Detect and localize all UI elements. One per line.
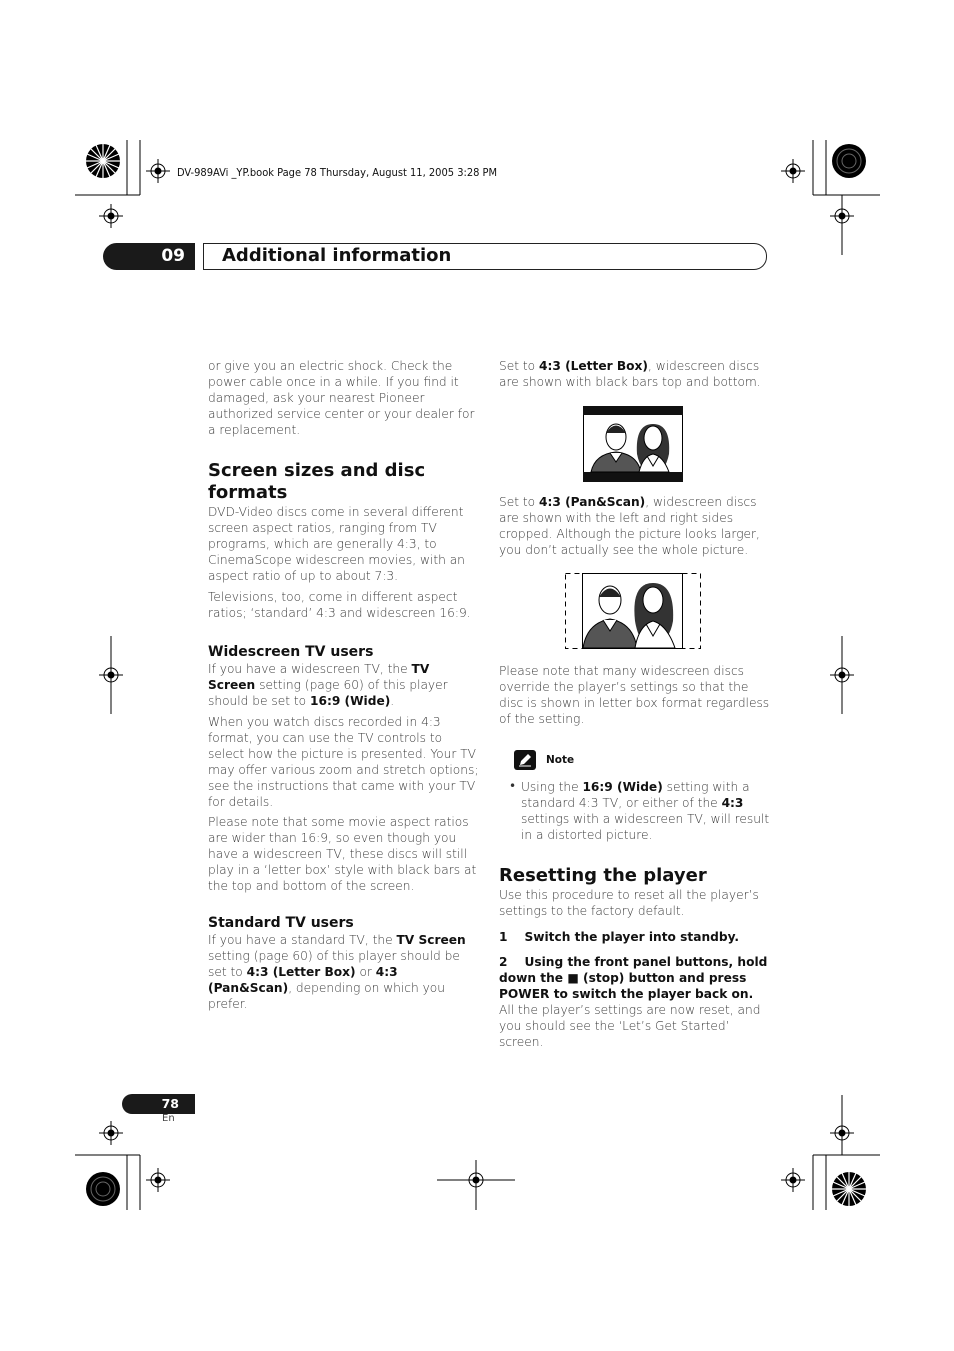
registration-target-icon [830,663,854,687]
reset-step-2: 2 Using the front panel buttons, hold down the ■ (stop) button and press POWER to switch the player back on. [499,955,768,1001]
section-heading-screen-sizes: Screen sizes and disc formats [208,460,426,503]
registration-target-icon [464,1168,488,1192]
panscan-tv-illustration [565,573,701,649]
note-bullet: • [509,779,517,793]
right-column-lower [499,663,771,727]
widescreen-paragraph: When you watch discs recorded in 4:3 format, you can use the TV controls to select how the picture is presented. Your TV may offer various zoom and stretch options; see the instructions that came with your TV for details. [208,715,479,809]
book-slug-line: DV-989AVi _YP.book Page 78 Thursday, August 11, 2005 3:28 PM [177,166,498,179]
screen-sizes-paragraph: Televisions, too, come in different aspect ratios; ‘standard’ 4:3 and widescreen 16:9. [208,590,471,620]
panscan-paragraph: Set to 4:3 (Pan&Scan), widescreen discs are shown with the left and right sides cropped. Although the picture looks larger, you don’t actually see the whole picture. [499,495,760,557]
registration-target-icon [781,1168,805,1192]
page-language: En [162,1113,175,1124]
subheading-widescreen-tv-users: Widescreen TV users [208,644,374,660]
starburst-mark-icon [85,143,121,179]
registration-target-icon [146,159,170,183]
starburst-mark-icon [831,143,867,179]
reset-intro: Use this procedure to reset all the player’s settings to the factory default. [499,888,759,918]
right-column-panscan [499,494,771,558]
section-heading-resetting: Resetting the player [499,865,707,886]
registration-target-icon [830,204,854,228]
starburst-mark-icon [85,1171,121,1207]
registration-target-icon [99,204,123,228]
right-column [499,358,771,390]
widescreen-paragraph: If you have a widescreen TV, the TV Screen setting (page 60) of this player should be set to 16:9 (Wide). [208,662,448,708]
chapter-number-tab [103,243,195,270]
registration-target-icon [830,1121,854,1145]
note-text: Using the 16:9 (Wide) setting with a standard 4:3 TV, or either of the 4:3 settings with a widescreen TV, will result in a distorted picture. [521,780,770,842]
registration-target-icon [99,663,123,687]
left-column [208,358,480,1012]
override-paragraph: Please note that many widescreen discs override the player’s settings so that the disc is shown in letter box format regardless of the setting. [499,664,770,726]
note-label: Note [546,754,575,766]
stop-icon: ■ [567,971,579,985]
reset-section [499,865,771,1050]
page-number-tab [122,1094,195,1114]
letterbox-paragraph: Set to 4:3 (Letter Box), widescreen discs are shown with black bars top and bottom. [499,359,761,389]
intro-paragraph: or give you an electric shock. Check the power cable once in a while. If you find it damaged, ask your nearest Pioneer authorized service center or your dealer for a replacement. [208,359,475,437]
standard-paragraph: If you have a standard TV, the TV Screen setting (page 60) of this player should be set to 4:3 (Letter Box) or 4:3 (Pan&Scan), depending on which you prefer. [208,933,466,1011]
registration-target-icon [99,1121,123,1145]
registration-target-icon [781,159,805,183]
chapter-title-bar [203,243,767,270]
widescreen-paragraph: Please note that some movie aspect ratios are wider than 16:9, so even though you have a widescreen TV, these discs will still play in a ‘letter box’ style with black bars at the top and bottom of the screen. [208,815,477,893]
note-item [521,779,771,843]
registration-target-icon [146,1168,170,1192]
chapter-number: 09 [161,246,185,266]
chapter-title: Additional information [222,245,452,266]
reset-result: All the player’s settings are now reset, and you should see the ‘Let’s Get Started’ screen. [499,1003,761,1049]
letterbox-tv-illustration [583,406,683,482]
starburst-mark-icon [831,1171,867,1207]
subheading-standard-tv-users: Standard TV users [208,915,354,931]
note-icon [514,750,536,770]
screen-sizes-paragraph: DVD-Video discs come in several different screen aspect ratios, ranging from TV programs, which are generally 4:3, to CinemaScope widescreen movies, with an aspect ratio of up to about 7:3. [208,505,465,583]
page-number: 78 [161,1096,179,1111]
reset-step-1: 1 Switch the player into standby. [499,930,740,944]
